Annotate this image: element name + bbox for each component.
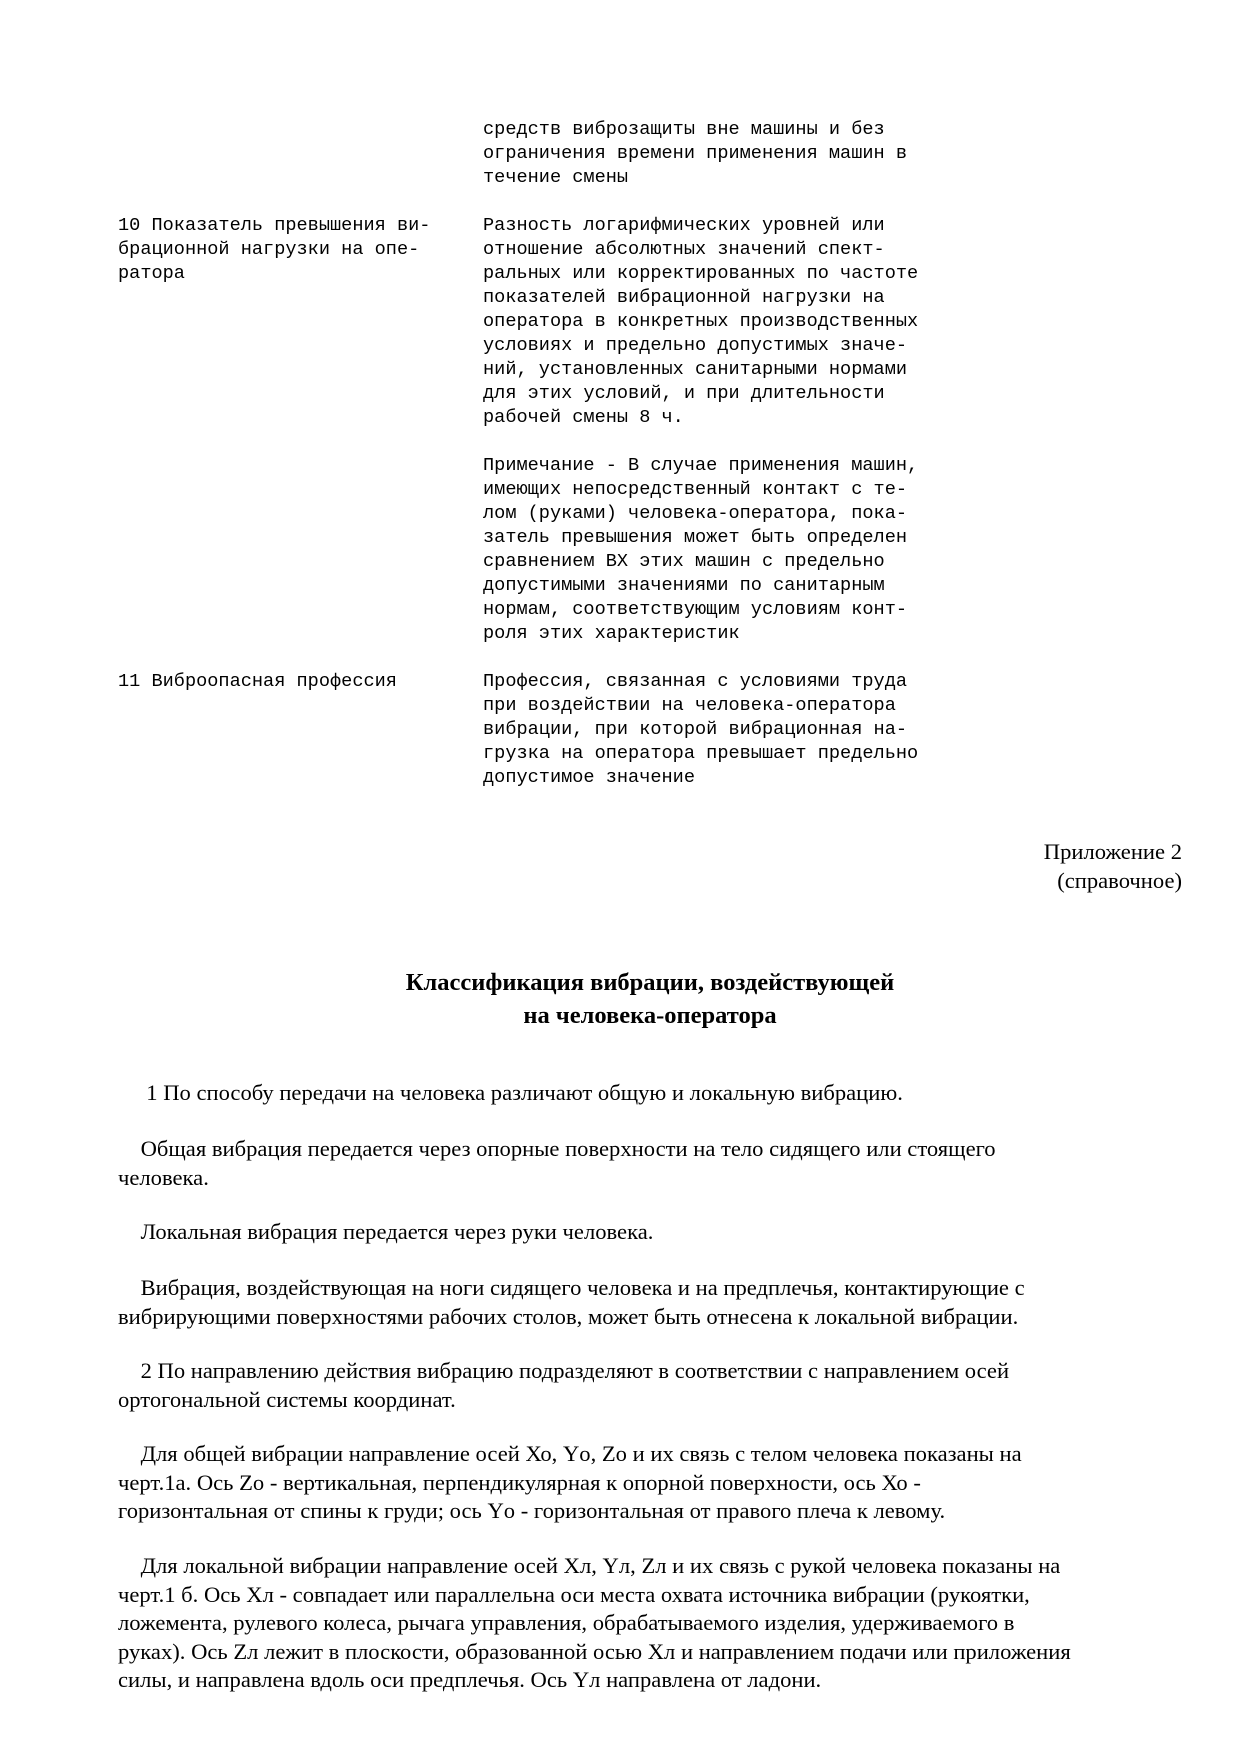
appendix-type: (справочное) xyxy=(1057,867,1182,893)
term-10-note: Примечание - В случае применения машин, имеющих непосредственный контакт с те- лом (руками) человека-оператора, пока- затель превышения может быть определен сравнением ВХ этих машин с предельно допустимыми значениями по санитарным нормам, соответствующим условиям конт- роля этих характеристик xyxy=(483,455,919,644)
term-11-definition: Профессия, связанная с условиями труда при воздействии на человека-оператора вибрации, при которой вибрационная на- грузка на оператора превышает предельно допустимое значение xyxy=(483,671,919,788)
term-10-definition: Разность логарифмических уровней или отношение абсолютных значений спект- ральных или корректированных по частоте показателей вибрационной нагрузки на оператора в конкретных производственных условиях и предельно допустимых значе- ний, установленных санитарными нормами для этих условий, и при длительности рабочей смены 8 ч. xyxy=(483,215,919,428)
section-title xyxy=(118,966,1182,1032)
section-title-line-1: Классификация вибрации, воздействующей xyxy=(405,969,895,996)
term-10-name: 10 Показатель превышения ви- брационной нагрузки на опе- ратора xyxy=(118,215,431,284)
paragraph: Для общей вибрации направление осей Хо, Yо, Zо и их связь с телом человека показаны на черт.1а. Ось Zо - вертикальная, перпендикулярная к опорной поверхности, ось Хо - горизонтальная от спины к груди; ось Yо - горизонтальная от правого плеча к левому. xyxy=(118,1441,1022,1523)
appendix-label: Приложение 2 xyxy=(1043,839,1182,864)
paragraph: Локальная вибрация передается через руки человека. xyxy=(118,1219,654,1244)
paragraph: Общая вибрация передается через опорные поверхности на тело сидящего или стоящего человека. xyxy=(118,1136,996,1190)
paragraph: Вибрация, воздействующая на ноги сидящего человека и на предплечья, контактирующие с вибрирующими поверхностями рабочих столов, может быть отнесена к локальной вибрации. xyxy=(118,1275,1025,1329)
appendix-header xyxy=(1044,838,1182,895)
paragraph: Для локальной вибрации направление осей Хл, Yл, Zл и их связь с рукой человека показаны на черт.1 б. Ось Хл - совпадает или параллельна оси места охвата источника вибрации (рукоятки, ложемента, рулевого колеса, рычага управления, обрабатываемого изделия, удерживаемого в руках). Ось Zл лежит в плоскости, образованной осью Хл и направлением подачи или приложения силы, и направлена вдоль оси предплечья. Ось Yл направлена от ладони. xyxy=(118,1553,1071,1692)
term-definition-continuation: средств виброзащиты вне машины и без ограничения времени применения машин в течение смены xyxy=(483,119,908,188)
section-title-line-2: на человека-оператора xyxy=(523,1002,777,1029)
paragraph: 2 По направлению действия вибрацию подразделяют в соответствии с направлением осей ортогональной системы координат. xyxy=(118,1358,1010,1412)
term-11-name: 11 Виброопасная профессия xyxy=(118,671,397,692)
paragraph: 1 По способу передачи на человека различают общую и локальную вибрацию. xyxy=(118,1080,903,1105)
